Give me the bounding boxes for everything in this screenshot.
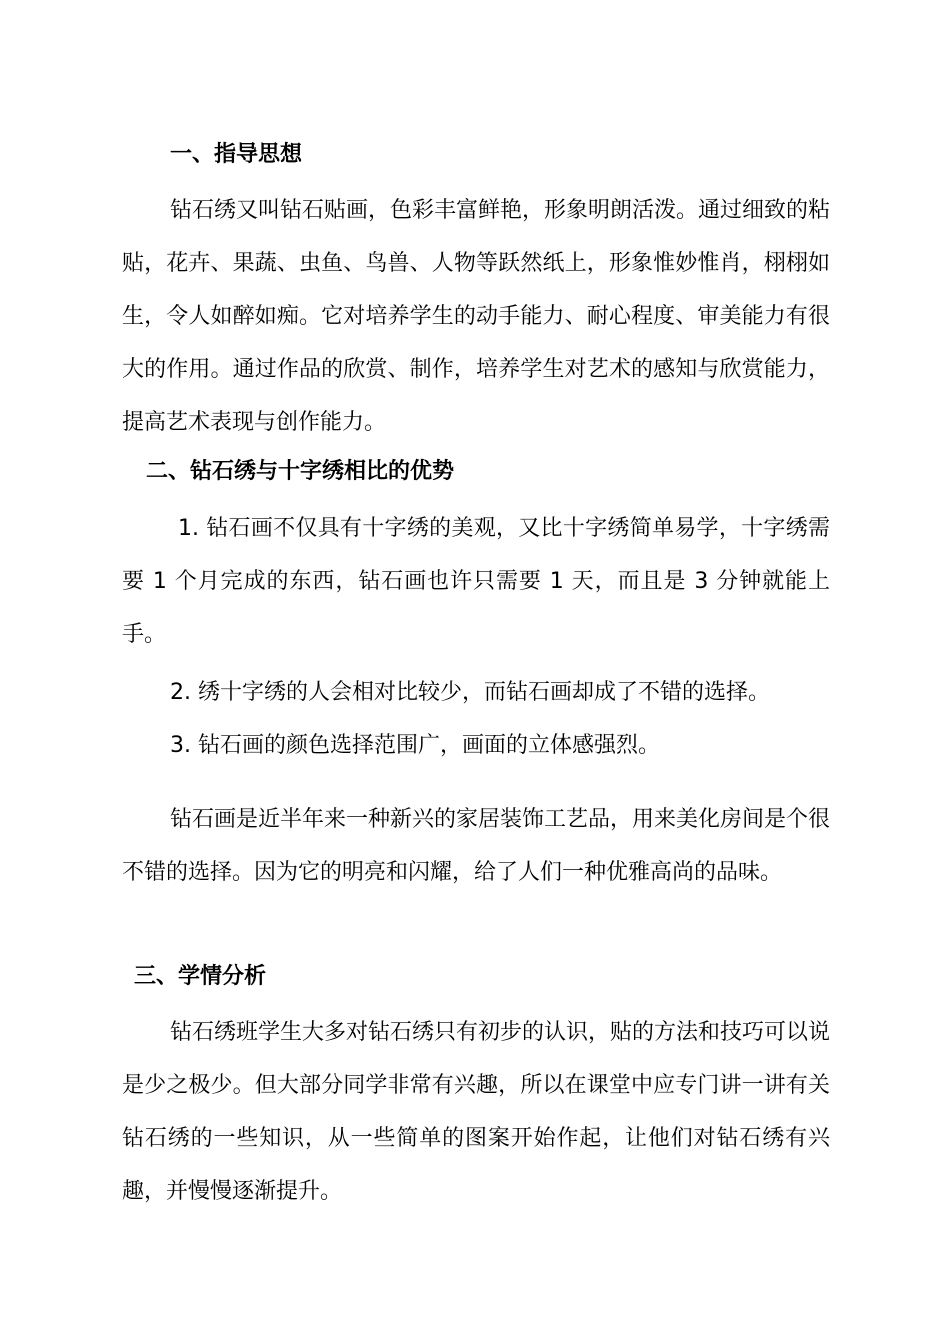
list-item-1: 1. 钻石画不仅具有十字绣的美观，又比十字绣简单易学，十字绣需要 1 个月完成的东西，钻石画也许只需要 1 天，而且是 3 分钟就能上手。 [122, 516, 830, 647]
section-heading-advantages: 二、钻石绣与十字绣相比的优势 [146, 459, 455, 484]
section-heading-student-analysis: 三、学情分析 [134, 964, 267, 989]
paragraph-diamond-painting: 钻石画是近半年来一种新兴的家居装饰工艺品，用来美化房间是个很不错的选择。因为它的明亮和闪耀，给了人们一种优雅高尚的品味。 [122, 807, 831, 885]
paragraph-intro: 钻石绣又叫钻石贴画，色彩丰富鲜艳，形象明朗活泼。通过细致的粘贴，花卉、果蔬、虫鱼、鸟兽、人物等跃然纸上，形象惟妙惟肖，栩栩如生，令人如醉如痴。它对培养学生的动手能力、耐心程度、审美能力有很大的作用。通过作品的欣赏、制作，培养学生对艺术的感知与欣赏能力，提高艺术表现与创作能力。 [122, 198, 831, 435]
paragraph-student-analysis: 钻石绣班学生大多对钻石绣只有初步的认识，贴的方法和技巧可以说是少之极少。但大部分同学非常有兴趣，所以在课堂中应专门讲一讲有关钻石绣的一些知识，从一些简单的图案开始作起，让他们对钻石绣有兴趣，并慢慢逐渐提升。 [122, 1020, 831, 1204]
list-item-2: 2. 绣十字绣的人会相对比较少，而钻石画却成了不错的选择。 [170, 680, 770, 705]
list-item-3: 3. 钻石画的颜色选择范围广，画面的立体感强烈。 [170, 733, 660, 758]
section-heading-guiding-ideology: 一、指导思想 [170, 142, 303, 167]
